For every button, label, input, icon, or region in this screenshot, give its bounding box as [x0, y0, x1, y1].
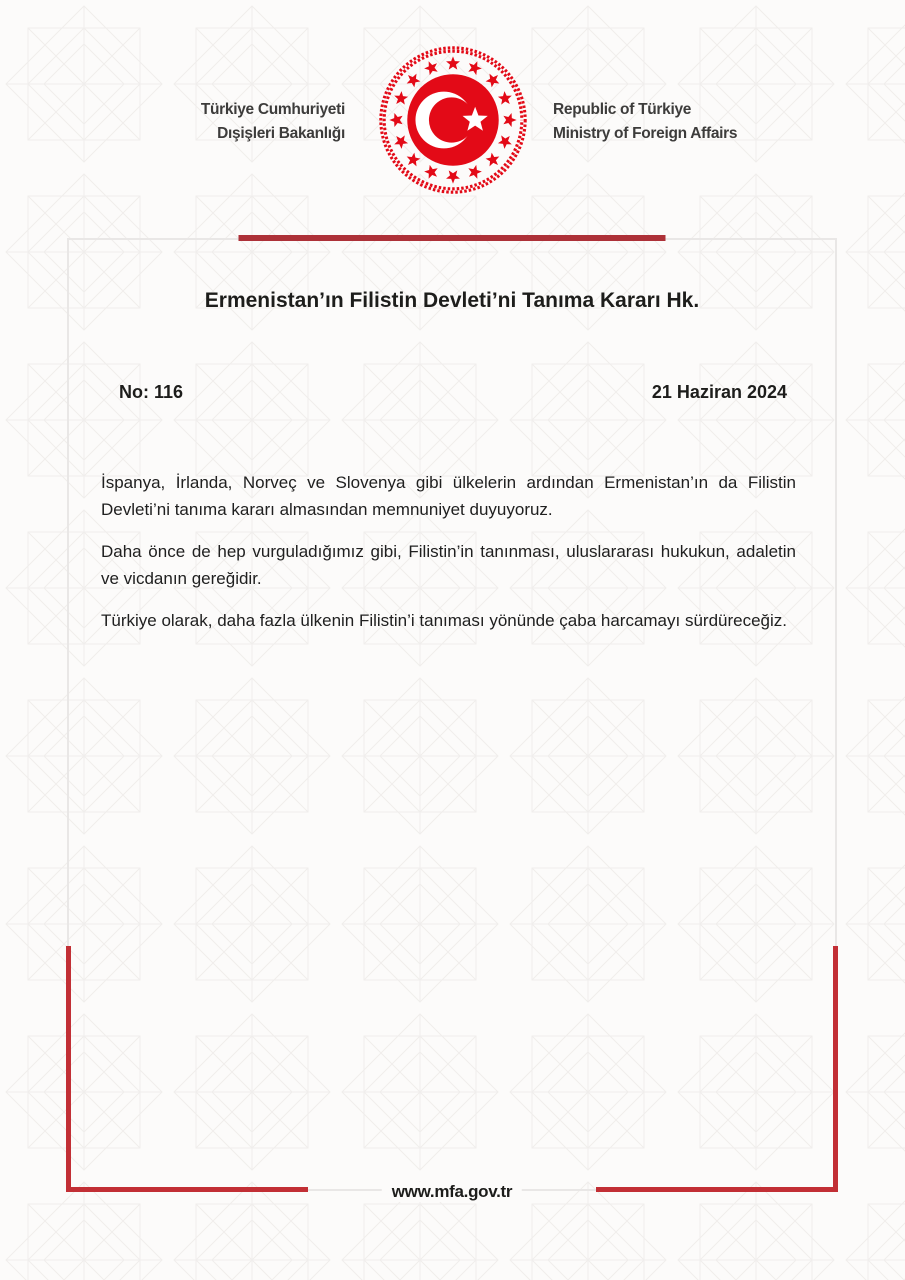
ministry-tr-line1: Türkiye Cumhuriyeti — [200, 101, 345, 118]
ministry-en-line2: Ministry of Foreign Affairs — [553, 125, 738, 142]
paragraph-2: Daha önce de hep vurguladığımız gibi, Filistin’in tanınması, uluslararası hukukun, adaletin ve vicdanın gereğidir. — [101, 542, 796, 588]
accent-top-bar — [239, 235, 666, 241]
press-release-sheet — [67, 238, 837, 1201]
release-date: 21 Haziran 2024 — [651, 382, 787, 402]
paragraph-3: Türkiye olarak, daha fazla ülkenin Filistin’i tanıması yönünde çaba harcamayı sürdüreceğiz. — [101, 611, 788, 630]
ministry-tr-line2: Dışişleri Bakanlığı — [217, 125, 345, 142]
release-number: No: 116 — [119, 382, 184, 402]
ministry-name-english — [553, 98, 737, 146]
mfa-emblem-icon — [376, 43, 530, 197]
release-meta-row — [69, 382, 835, 403]
corner-accent-right — [596, 946, 838, 1192]
ministry-en-line1: Republic of Türkiye — [553, 101, 692, 118]
corner-accent-left — [66, 946, 308, 1192]
release-body — [69, 469, 835, 634]
crescent-cut — [429, 97, 474, 142]
ministry-name-turkish — [201, 98, 345, 146]
website-label: www.mfa.gov.tr — [382, 1182, 522, 1202]
press-release-title: Ermenistan’ın Filistin Devleti’ni Tanıma Kararı Hk. — [204, 289, 700, 312]
paragraph-1: İspanya, İrlanda, Norveç ve Slovenya gibi ülkelerin ardından Ermenistan’ın da Filistin Devleti’ni tanıma kararı almasından memnuniyet duyuyoruz. — [101, 473, 796, 519]
